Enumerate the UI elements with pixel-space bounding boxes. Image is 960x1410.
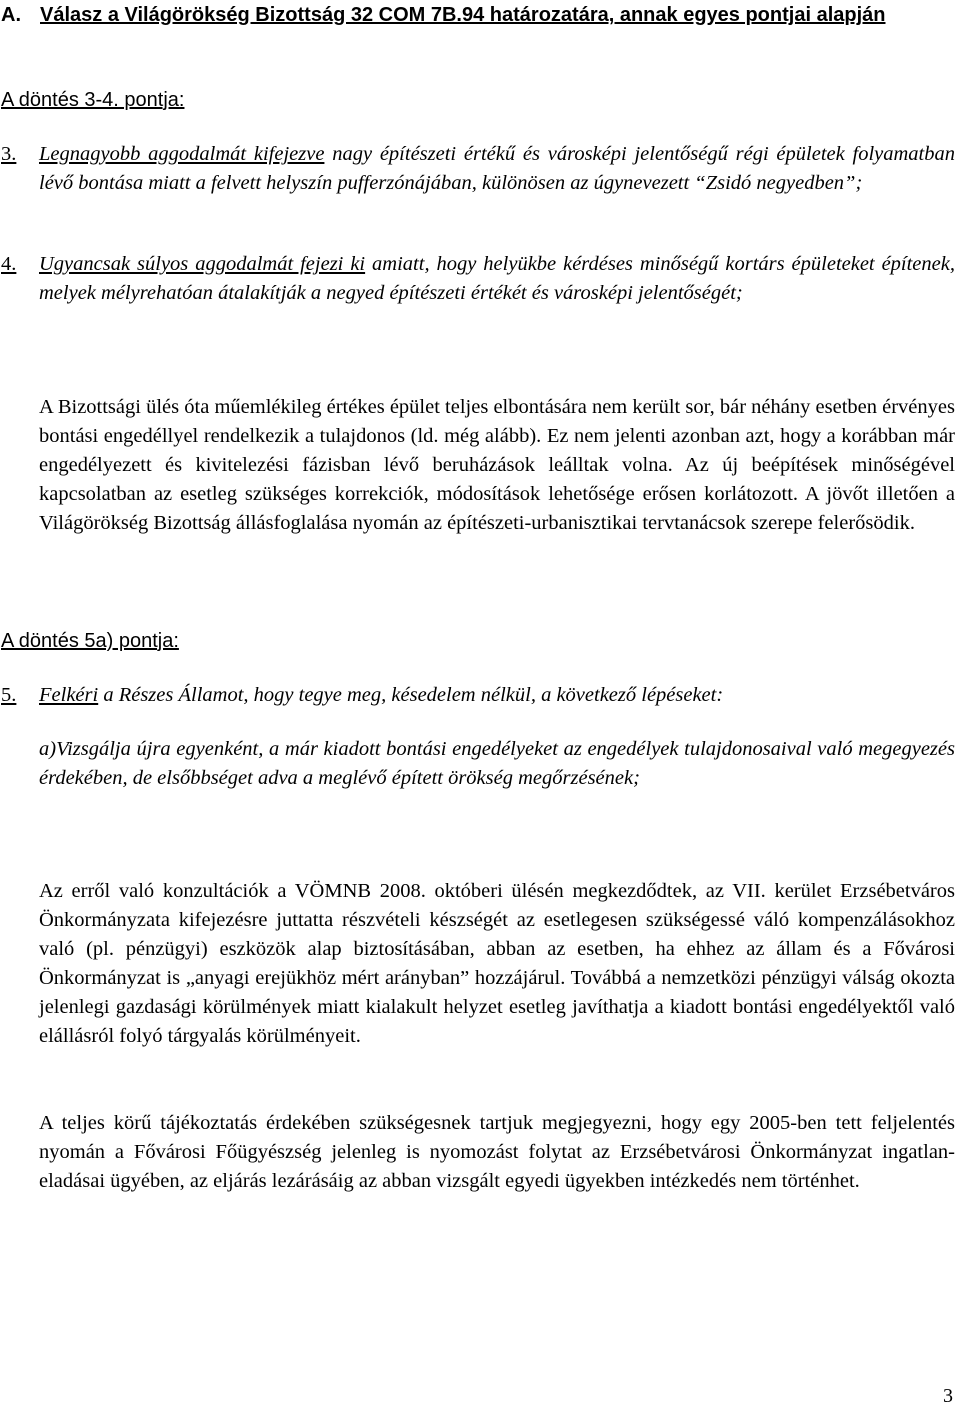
point-3-lead: Legnagyobb aggodalmát kifejezve bbox=[39, 143, 325, 165]
point-5-lead: Felkéri bbox=[39, 684, 99, 706]
answer-paragraph-2: Az erről való konzultációk a VÖMNB 2008. októberi ülésén megkezdődtek, az VII. kerület Erzsébetváros Önkormányzata kifejezésre juttatta részvételi készségét az esetlegesen szükségessé váló kompenzálásokhoz való (pl. pénzügyi) eszközök alap biztosításában, abban az esetben, ha ehhez az állam és a Fővárosi Önkormányzat is „anyagi erejükhöz mért arányban” hozzájárul. Továbbá a nemzetközi pénzügyi válság okozta jelenlegi gazdasági körülmények miatt kialakult helyzet esetleg javíthatja a kiadott bontási engedélyektől való elállásról folyó tárgyalás körülményeit. bbox=[39, 880, 955, 1047]
point-4-number: 4. bbox=[1, 253, 17, 275]
answer-paragraph-3: A teljes körű tájékoztatás érdekében szükségesnek tartjuk megjegyezni, hogy egy 2005-ben tett feljelentés nyomán a Fővárosi Főügyészség jelenleg is nyomozást folytat az Erzsébetvárosi Önkormányzat ingatlan-eladásai ügyében, az eljárás lezárásáig az abban vizsgált egyedi ügyekben intézkedés nem történhet. bbox=[39, 1112, 955, 1192]
answer-paragraph-1: A Bizottsági ülés óta műemlékileg értékes épület teljes elbontására nem került sor, bár néhány esetben érvényes bontási engedéllyel rendelkezik a tulajdonos (ld. még alább). Ez nem jelenti azonban azt, hogy a korábban már engedélyezett és kivitelezési fázisban lévő beruházások leálltak volna. Az új beépítések minőségével kapcsolatban az esetleg szükséges korrekciók, módosítások lehetősége erősen korlátozott. A jövőt illetően a Világörökség Bizottság állásfoglalása nyomán az építészeti-urbanisztikai tervtanácsok szerepe felerősödik. bbox=[39, 396, 955, 534]
point-4-lead: Ugyancsak súlyos aggodalmát fejezi ki bbox=[39, 253, 366, 275]
decision-5a-label: A döntés 5a) pontja: bbox=[1, 630, 179, 652]
section-number: A. bbox=[1, 4, 21, 26]
point-5 bbox=[1, 681, 955, 710]
point-5a: a)Vizsgálja újra egyenként, a már kiadott bontási engedélyeket az engedélyek tulajdonosaival való megegyezés érdekében, de elsőbbséget adva a meglévő épített örökség megőrzésének; bbox=[39, 738, 955, 789]
point-5-number: 5. bbox=[1, 684, 17, 706]
section-heading bbox=[0, 0, 940, 30]
section-title: Válasz a Világörökség Bizottság 32 COM 7B.94 határozatára, annak egyes pontjai alapján bbox=[40, 4, 886, 26]
point-3 bbox=[1, 140, 955, 198]
page-number: 3 bbox=[943, 1385, 953, 1407]
point-3-number: 3. bbox=[1, 143, 17, 165]
point-5-text: a Részes Államot, hogy tegye meg, késedelem nélkül, a következő lépéseket: bbox=[98, 684, 724, 706]
point-4-text: amiatt, hogy helyükbe kérdéses minőségű kortárs épületeket építenek, melyek mélyrehatóan átalakítják a negyed építészeti értékét és városképi jelentőségét; bbox=[39, 253, 955, 304]
point-3-text: nagy építészeti értékű és városképi jelentőségű régi épületek folyamatban lévő bontása miatt a felvett helyszín pufferzónájában, különösen az úgynevezett “Zsidó negyedben”; bbox=[39, 143, 955, 194]
decision-3-4-label: A döntés 3-4. pontja: bbox=[1, 89, 185, 111]
point-4 bbox=[1, 250, 955, 308]
